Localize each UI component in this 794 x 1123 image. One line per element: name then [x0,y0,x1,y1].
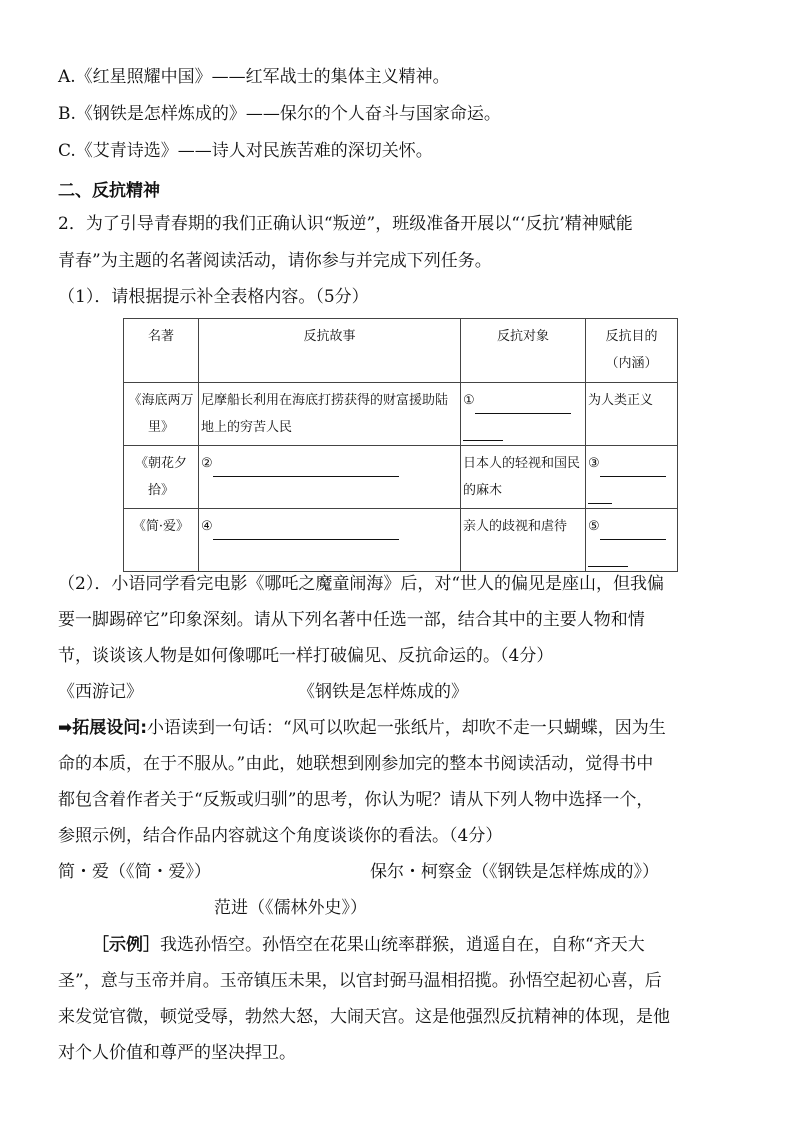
table-row [124,509,678,572]
question2-sub1: （1）．请根据提示补全表格内容。（5分） [58,287,369,307]
cell-story [199,446,461,509]
example-line3: 来发觉官微，顿觉受辱，勃然大怒，大闹天宫。这是他强烈反抗精神的体现，是他 [58,1007,670,1027]
header-target: 反抗对象 [461,319,586,383]
cell-story [199,509,461,572]
extension-line1-text: 小语读到一句话：“风可以吹起一张纸片，却吹不走一只蝴蝶，因为生 [147,718,666,738]
header-purpose [586,319,678,383]
sub2-line1: （2）．小语同学看完电影《哪吒之魔童闹海》后，对“世人的偏见是座山，但我偏 [58,574,665,594]
blank-marker: ⑤ [588,519,600,534]
fill-in-table [123,318,678,572]
cell-purpose [586,509,678,572]
answer-blank[interactable] [600,523,666,540]
answer-blank[interactable] [475,397,571,414]
cell-story: 尼摩船长利用在海底打捞获得的财富援助陆地上的穷苦人民 [199,383,461,446]
option-c: C.《艾青诗选》——诗人对民族苦难的深切关怀。 [58,141,433,161]
cell-target [461,383,586,446]
sub2-book-1: 《西游记》 [58,682,143,702]
header-purpose-line1: 反抗目的 [605,329,658,344]
extension-line3: 都包含着作者关于“反叛或归驯”的思考，你认为呢？请从下列人物中选择一个， [58,790,654,810]
table-header-row [124,319,678,383]
extension-line2: 命的本质，在于不服从。”由此，她联想到刚参加完的整本书阅读活动，觉得书中 [58,754,654,774]
question2-line1: 2．为了引导青春期的我们正确认识“叛逆”，班级准备开展以“‘反抗’精神赋能 [58,214,633,234]
example-line1 [92,935,645,955]
cell-purpose: 为人类正义 [586,383,678,446]
option-b: B.《钢铁是怎样炼成的》——保尔的个人奋斗与国家命运。 [58,104,501,124]
blank-marker: ④ [201,519,213,534]
character-2: 保尔・柯察金（《钢铁是怎样炼成的》） [370,862,659,882]
table-row [124,383,678,446]
answer-blank[interactable] [588,487,612,504]
character-3: 范进（《儒林外史》） [214,898,367,918]
blank-marker: ③ [588,456,600,471]
option-a: A.《红星照耀中国》——红军战士的集体主义精神。 [58,67,450,87]
table-row [124,446,678,509]
example-line2: 圣”，意与玉帝并肩。玉帝镇压未果，以官封弼马温相招揽。孙悟空起初心喜，后 [58,971,662,991]
section-title: 二、反抗精神 [58,181,160,201]
cell-target: 亲人的歧视和虐待 [461,509,586,572]
extension-line1 [58,718,666,738]
blank-marker: ① [463,393,475,408]
example-line4: 对个人价值和尊严的坚决捍卫。 [58,1043,296,1063]
blank-marker: ② [201,456,213,471]
answer-blank[interactable] [463,424,503,441]
example-label: ［示例］ [92,935,160,955]
question2-line2: 青春”为主题的名著阅读活动，请你参与并完成下列任务。 [58,251,492,271]
answer-blank[interactable] [213,523,399,540]
answer-blank[interactable] [588,550,628,567]
sub2-line3: 节，谈谈该人物是如何像哪吒一样打破偏见、反抗命运的。（4分） [58,646,554,666]
header-story: 反抗故事 [199,319,461,383]
cell-purpose [586,446,678,509]
cell-target: 日本人的轻视和国民的麻木 [461,446,586,509]
answer-blank[interactable] [213,460,399,477]
example-line1-text: 我选孙悟空。孙悟空在花果山统率群猴，逍遥自在，自称“齐天大 [160,935,645,955]
cell-book: 《海底两万里》 [124,383,199,446]
answer-blank[interactable] [600,460,666,477]
header-book: 名著 [124,319,199,383]
character-1: 简・爱（《简・爱》） [58,862,211,882]
extension-label: ➡拓展设问: [58,718,148,738]
sub2-line2: 要一脚踢碎它”印象深刻。请从下列名著中任选一部，结合其中的主要人物和情 [58,610,645,630]
cell-book: 《简·爱》 [124,509,199,572]
header-purpose-line2: （内涵） [605,356,658,371]
extension-line4: 参照示例，结合作品内容就这个角度谈谈你的看法。（4分） [58,826,503,846]
cell-book: 《朝花夕拾》 [124,446,199,509]
sub2-book-2: 《钢铁是怎样炼成的》 [298,682,468,702]
